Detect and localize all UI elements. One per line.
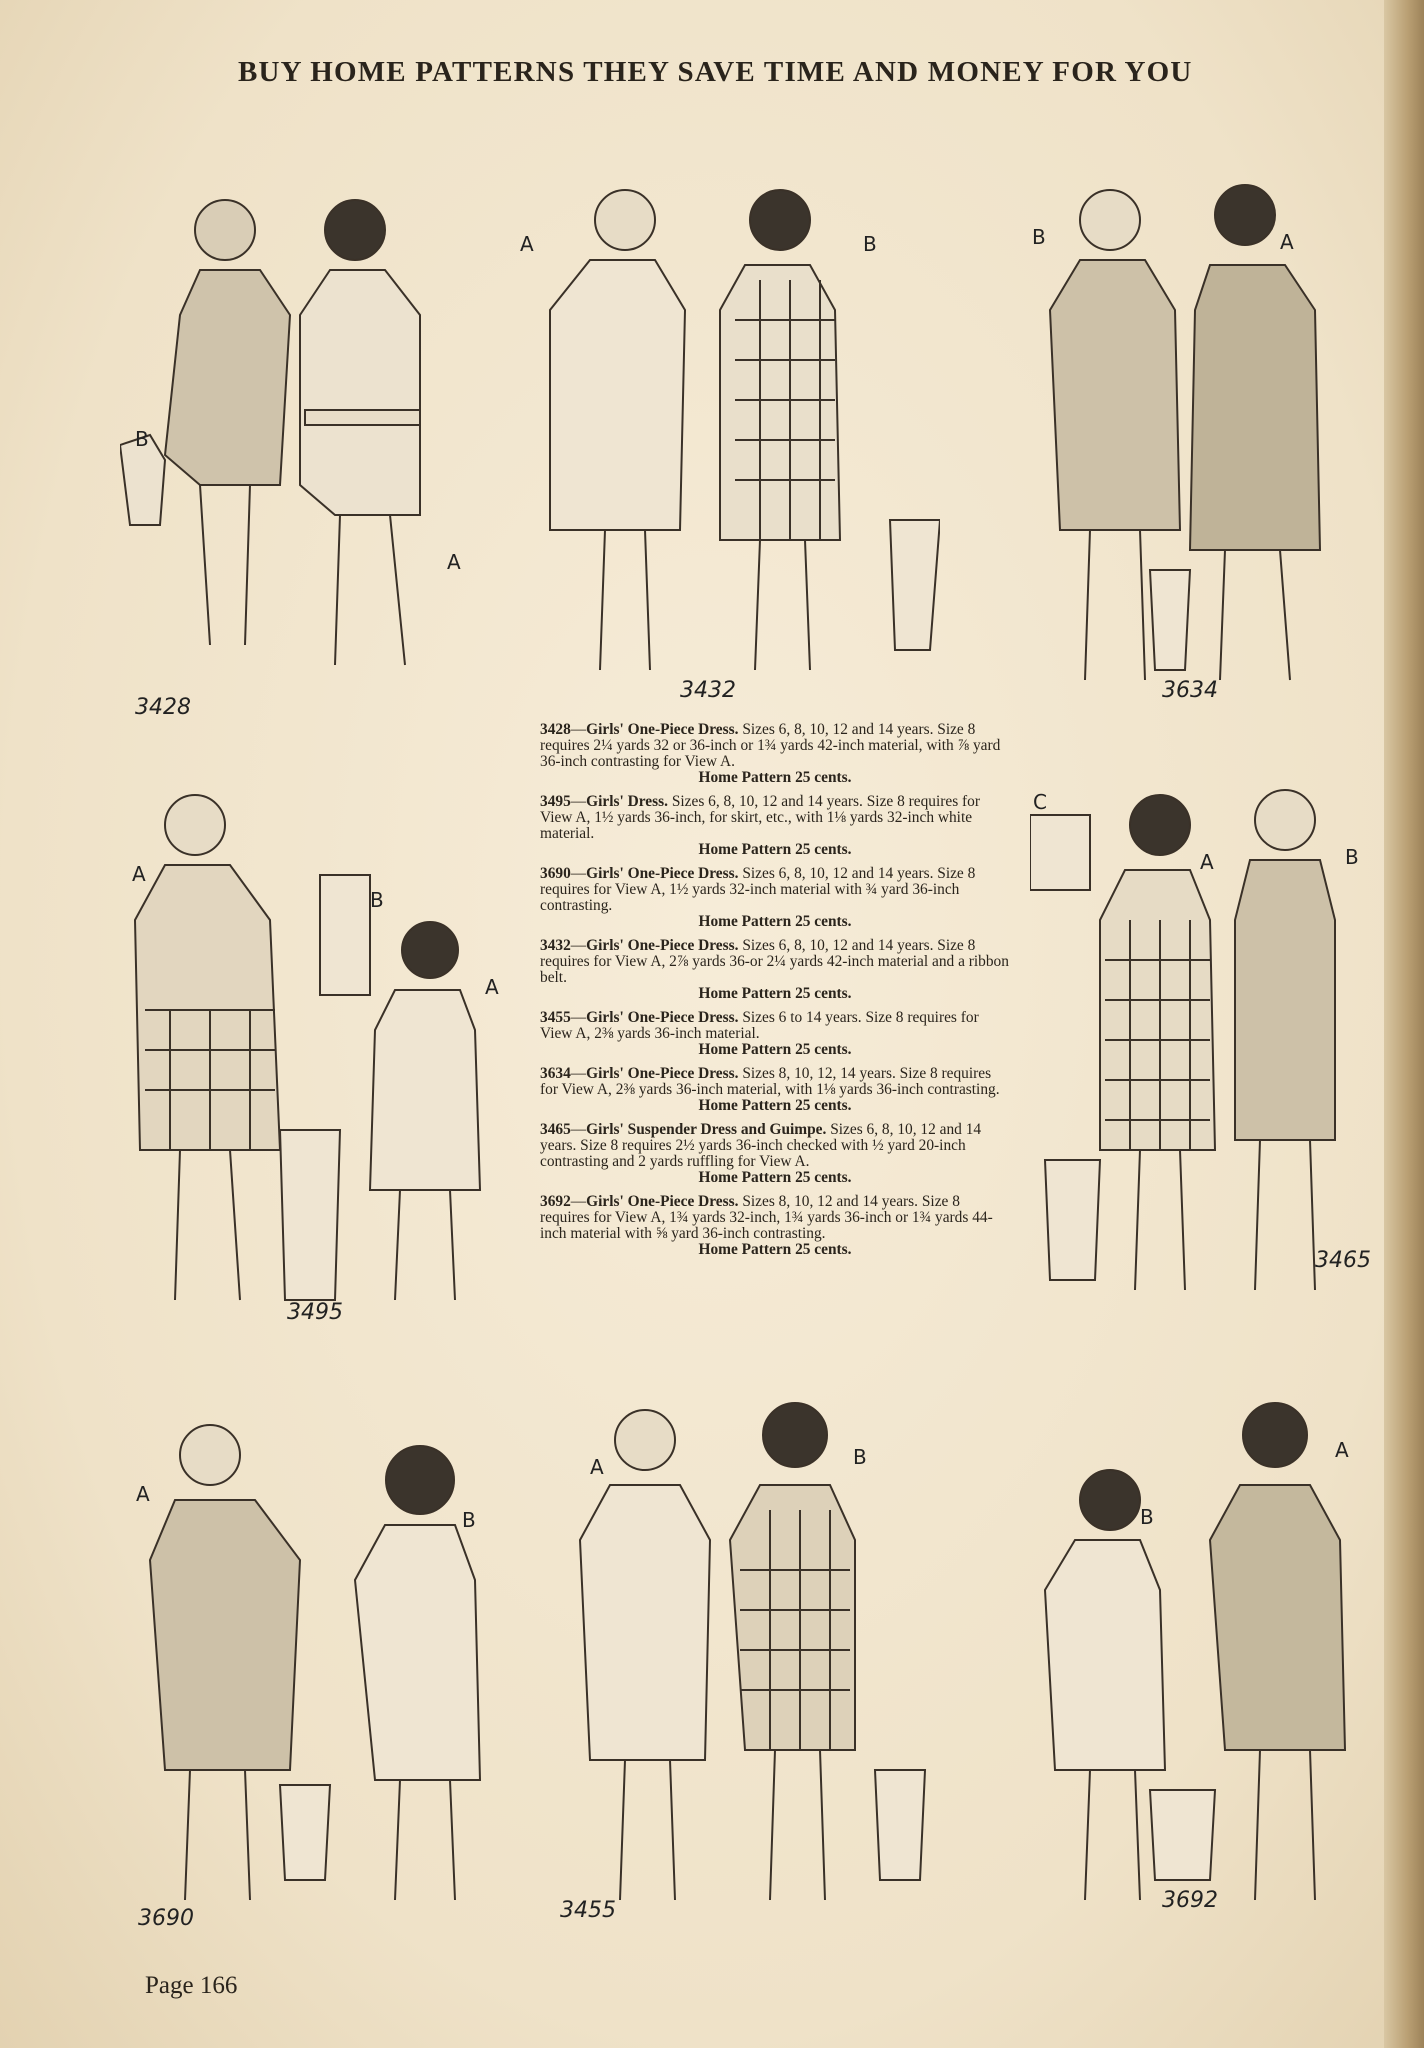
entry-title: Girls' One-Piece Dress.	[586, 865, 739, 882]
view-label: B	[1140, 1505, 1154, 1529]
view-label: A	[1200, 850, 1214, 874]
girls-dress-drawing-3690	[130, 1410, 510, 1940]
entry-text: Sizes 6 to 14 years. Size 8 requires for View A, 2⅜ yards 36-inch material.	[540, 1009, 979, 1042]
pattern-number: 3455	[560, 1898, 616, 1923]
girls-dress-drawing-3455	[545, 1390, 945, 1940]
entry-text: Sizes 6, 8, 10, 12 and 14 years. Size 8 requires 2½ yards 36-inch checked with ½ yard 20-inch contrasting and 2 yards ruffling for View A.	[540, 1121, 982, 1170]
girls-dress-drawing-3634	[1030, 170, 1370, 705]
girls-dress-drawing-3432	[520, 170, 940, 700]
entry-price: Home Pattern 25 cents.	[698, 985, 852, 1002]
book-spine-edge	[1384, 0, 1424, 2048]
view-label: B	[863, 232, 877, 256]
illustration-3495	[120, 780, 500, 1340]
pattern-number: 3634	[1162, 678, 1218, 703]
entry-3465: 3465—Girls' Suspender Dress and Guimpe. Sizes 6, 8, 10, 12 and 14 years. Size 8 requires 2½ yards 36-inch checked with ½ yard 20-inch contrasting and 2 yards ruffling for View A. Home Pattern 25 cents.	[540, 1122, 1010, 1186]
entry-title: Girls' One-Piece Dress.	[586, 937, 739, 954]
entry-text: Sizes 6, 8, 10, 12 and 14 years. Size 8 requires for View A, 1½ yards 36-inch, for skirt, etc., with 1⅛ yards 32-inch white material.	[540, 793, 980, 842]
page-number: Page 166	[145, 1972, 238, 1999]
entry-title: Girls' Dress.	[586, 793, 668, 810]
pattern-number: 3495	[287, 1300, 343, 1325]
entry-3432: 3432—Girls' One-Piece Dress. Sizes 6, 8, 10, 12 and 14 years. Size 8 requires for View A, 2⅞ yards 36-or 2¼ yards 42-inch material and a ribbon belt. Home Pattern 25 cents.	[540, 937, 1009, 1002]
view-label: A	[485, 975, 499, 999]
girls-dress-drawing-3495	[120, 780, 500, 1340]
illustration-3455	[545, 1390, 945, 1940]
view-label: C	[1033, 790, 1047, 814]
illustration-3428	[120, 185, 461, 720]
entry-number: 3465	[540, 1121, 571, 1138]
view-label: A	[520, 232, 534, 256]
entry-price: Home Pattern 25 cents.	[698, 1041, 852, 1058]
entry-number: 3455	[540, 1009, 571, 1026]
entry-number: 3428	[540, 721, 571, 738]
entry-number: 3432	[540, 937, 571, 954]
illustration-3690	[130, 1410, 510, 1940]
entry-title: Girls' One-Piece Dress.	[586, 1009, 739, 1026]
view-label: A	[136, 1482, 150, 1506]
view-label: B	[135, 427, 149, 451]
illustration-3634	[1030, 170, 1370, 705]
pattern-number: 3692	[1162, 1888, 1218, 1913]
entry-number: 3495	[540, 793, 571, 810]
pattern-number: 3432	[680, 678, 736, 703]
illustration-3692	[1000, 1390, 1370, 1940]
entry-3495: 3495—Girls' Dress. Sizes 6, 8, 10, 12 and 14 years. Size 8 requires for View A, 1½ yards 36-inch, for skirt, etc., with 1⅛ yards 32-inch white material. Home Pattern 25 cents.	[540, 794, 1010, 858]
entry-text: Sizes 8, 10, 12 and 14 years. Size 8 requires for View A, 1¾ yards 32-inch, 1¾ yards 36-inch or 1¾ yards 44-inch material with ⅝ yard 36-inch contrasting.	[540, 1193, 993, 1242]
entry-3634: 3634—Girls' One-Piece Dress. Sizes 8, 10, 12, 14 years. Size 8 requires for View A, 2⅜ yards 36-inch material, with 1⅛ yards 36-inch contrasting. Home Pattern 25 cents.	[540, 1066, 1010, 1114]
entry-price: Home Pattern 25 cents.	[698, 769, 852, 786]
entry-price: Home Pattern 25 cents.	[698, 841, 852, 858]
pattern-number: 3690	[138, 1906, 194, 1931]
view-label: B	[370, 888, 384, 912]
view-label: B	[462, 1508, 476, 1532]
entry-3692: 3692—Girls' One-Piece Dress. Sizes 8, 10, 12 and 14 years. Size 8 requires for View A, 1¾ yards 32-inch, 1¾ yards 36-inch or 1¾ yards 44-inch material with ⅝ yard 36-inch contrasting. Home Pattern 25 cents.	[540, 1194, 1010, 1258]
entry-title: Girls' One-Piece Dress.	[586, 1193, 739, 1210]
pattern-number: 3428	[135, 695, 191, 720]
entry-number: 3690	[540, 865, 571, 882]
entry-price: Home Pattern 25 cents.	[698, 1169, 852, 1186]
illustration-3432	[520, 170, 940, 703]
entry-text: Sizes 8, 10, 12, 14 years. Size 8 requires for View A, 2⅜ yards 36-inch material, with 1⅛ yards 36-inch contrasting.	[540, 1065, 1000, 1098]
entry-number: 3692	[540, 1193, 571, 1210]
entry-price: Home Pattern 25 cents.	[698, 1097, 852, 1114]
entry-number: 3634	[540, 1065, 571, 1082]
entry-price: Home Pattern 25 cents.	[698, 1241, 852, 1258]
entry-title: Girls' Suspender Dress and Guimpe.	[586, 1121, 827, 1138]
view-label: A	[1280, 230, 1294, 254]
pattern-descriptions	[540, 722, 1010, 1266]
entry-price: Home Pattern 25 cents.	[698, 913, 852, 930]
entry-3428: 3428—Girls' One-Piece Dress. Sizes 6, 8, 10, 12 and 14 years. Size 8 requires 2¼ yards 32 or 36-inch or 1¾ yards 42-inch material, with ⅞ yard 36-inch contrasting for View A. Home Pattern 25 cents.	[540, 722, 1010, 786]
page-headline: BUY HOME PATTERNS THEY SAVE TIME AND MONEY FOR YOU	[238, 56, 1193, 88]
view-label: B	[1345, 845, 1359, 869]
girls-dress-drawing-3428	[120, 185, 460, 715]
view-label: A	[132, 862, 146, 886]
view-label: A	[447, 550, 461, 574]
entry-text: Sizes 6, 8, 10, 12 and 14 years. Size 8 requires for View A, 2⅞ yards 36-or 2¼ yards 42-inch material and a ribbon belt.	[540, 937, 1009, 986]
view-label: A	[590, 1455, 604, 1479]
entry-3690: 3690—Girls' One-Piece Dress. Sizes 6, 8, 10, 12 and 14 years. Size 8 requires for View A, 1½ yards 32-inch material with ¾ yard 36-inch contrasting. Home Pattern 25 cents.	[540, 866, 1010, 930]
entry-title: Girls' One-Piece Dress.	[586, 721, 739, 738]
view-label: A	[1335, 1438, 1349, 1462]
entry-text: Sizes 6, 8, 10, 12 and 14 years. Size 8 requires 2¼ yards 32 or 36-inch or 1¾ yards 42-inch material, with ⅞ yard 36-inch contrasting for View A.	[540, 721, 1001, 770]
entry-title: Girls' One-Piece Dress.	[586, 1065, 739, 1082]
entry-text: Sizes 6, 8, 10, 12 and 14 years. Size 8 requires for View A, 1½ yards 32-inch material with ¾ yard 36-inch contrasting.	[540, 865, 976, 914]
view-label: B	[853, 1445, 867, 1469]
entry-3455: 3455—Girls' One-Piece Dress. Sizes 6 to 14 years. Size 8 requires for View A, 2⅜ yards 36-inch material. Home Pattern 25 cents.	[540, 1010, 1010, 1058]
illustration-3465	[1030, 780, 1370, 1315]
girls-dress-drawing-3692	[1000, 1390, 1370, 1940]
pattern-number: 3465	[1315, 1248, 1371, 1273]
view-label: B	[1032, 225, 1046, 249]
